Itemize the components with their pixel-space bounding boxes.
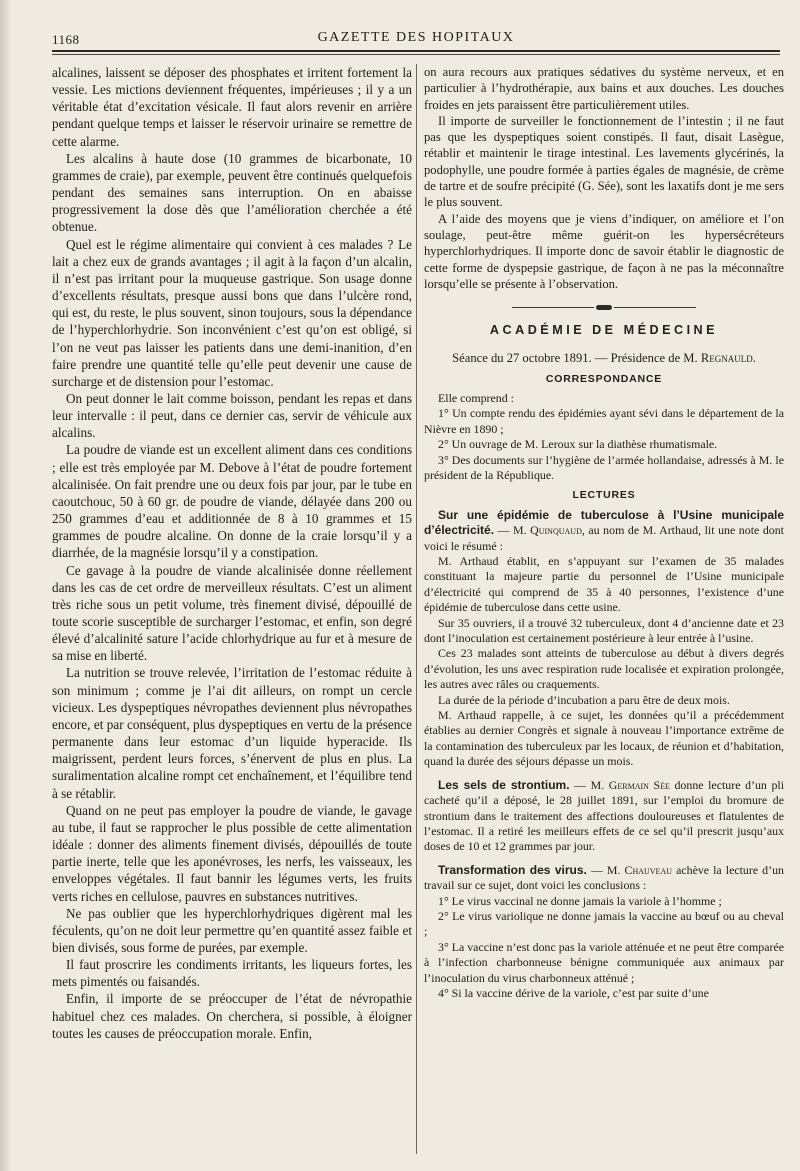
section-ornament [424, 298, 784, 316]
lecture-3-title: Transformation des virus. [438, 862, 587, 877]
seance-line [424, 350, 784, 366]
lecture-2-title: Les sels de strontium. [438, 777, 570, 792]
seance-president: Regnauld. [700, 351, 756, 366]
lecture-3-author: M. Chauveau [606, 862, 672, 877]
correspondance-item: 2° Un ouvrage de M. Leroux sur la diathèse rhumatismale. [438, 437, 718, 452]
lecture-2-author: M. Germain Sée [590, 777, 670, 792]
lecture-1-lead: au nom de M. Arthaud, lit une note dont voici le résumé : [424, 523, 784, 553]
seance-text: Séance du 27 octobre 1891. — Présidence de M. [452, 351, 698, 366]
lectures-heading: LECTURES [572, 489, 636, 502]
correspondance-item: 3° Des documents sur l’hygiène de l’armée hollandaise, adressés à M. le président de la République. [424, 452, 784, 483]
lectures-block [424, 508, 784, 1002]
conclusion-item: 1° Le virus vaccinal ne donne jamais la variole à l’homme ; [438, 893, 722, 908]
page-header [52, 28, 780, 50]
paragraph: Les alcalins à haute dose (10 grammes de bicarbonate, 10 grammes de craie), par exemple, peuvent être continués quelquefois pendant des semaines sans interruption. On en abaisse progressivement la dose dès que l’amélioration cherchée a été obtenue. [52, 150, 412, 235]
paragraph: Enfin, il importe de se préoccuper de l’état de névropathie habituel chez ces malades. On cherchera, si possible, à éloigner toutes les causes de préoccupation morale. Enfin, [52, 991, 412, 1041]
lecture-item-3: Transformation des virus. — M. Chauveau achève la lecture d’un travail sur ce sujet, dont voici les conclusions : [424, 862, 784, 893]
header-rule-thick [52, 50, 780, 52]
paragraph: Il importe de surveiller le fonctionnement de l’intestin ; il ne faut pas que les dyspeptiques soient constipés. Il faut, disait Lasègue, rétablir et maintenir le tirage intestinal. Les lavements glycérinés, la podophylle, une poudre formée à parties égales de magnésie, de crème de tartre et de soufre précipité (G. Sée), sont les laxatifs dont je me sers le plus souvent. [424, 113, 784, 210]
paragraph: Ces 23 malades sont atteints de tuberculose au début à divers degrés d’évolution, les uns avec respiration rude localisée et expiration prolongée, les autres avec râles ou craquements. [424, 646, 784, 692]
running-title: GAZETTE DES HOPITAUX [317, 30, 515, 45]
paragraph: On peut donner le lait comme boisson, pendant les repas et dans leur intervalle : il peut, dans ce dernier cas, servir de véhicule aux alcalins. [52, 390, 412, 441]
paragraph: on aura recours aux pratiques sédatives du système nerveux, et en particulier à l’hydrothérapie, aux bains et aux douches. Les douches froides en jets paraissent être particulièrement utiles. [424, 65, 784, 112]
paragraph: Ne pas oublier que les hyperchlorhydriques digèrent mal les féculents, qu’on ne doit leur permettre qu’en quantité assez faible et bien divisés, sous forme de purées, par exemple. [52, 905, 412, 955]
lecture-1-author: M. Quinquaud, [513, 523, 585, 538]
paragraph: alcalines, laissent se déposer des phosphates et irritent fortement la vessie. Les mictions deviennent fréquentes, impérieuses ; il y a un véritable état d’excitation vésicale. Il faut alors revenir en arrière pendant quelque temps et laisser le réservoir urinaire se remettre de cette alarme. [52, 65, 412, 149]
header-rule-thin [52, 54, 780, 55]
paragraph: M. Arthaud établit, en s’appuyant sur l’examen de 35 malades constituant la majeure partie du personnel de l’Usine municipale d’électricité qui comprend de 35 à 40 personnes, l’existence d’une épidémie de tuberculose dans cette usine. [424, 554, 784, 615]
lecture-2-text: donne lecture d’un pli cacheté qu’il a déposé, le 28 juillet 1891, sur l’emploi du bromure de strontium dans le traitement des affections douloureuses et flatulentes de l’estomac. Il a retiré les meilleurs effets de ce sel qu’il prescrit jusqu’aux doses de 10 et 12 grammes par jour. [424, 777, 784, 854]
conclusion-item: 2° Le virus variolique ne donne jamais la vaccine au bœuf ou au cheval ; [424, 908, 784, 939]
correspondance-block [424, 391, 784, 483]
paragraph: M. Arthaud rappelle, à ce sujet, les données qu’il a précédemment établies au dernier Congrès et signale à nouveau l’importance extrême de la contamination des tuberculeux par les locaux, de réunion et d’habitation, quand la durée des séjours dépasse un mois. [424, 708, 784, 769]
paragraph: Quand on ne peut pas employer la poudre de viande, le gavage au tube, il faut se rapprocher le plus possible de cette alimentation idéale : donner des aliments finement divisés, dépouillés de toute partie inerte, telle que les aponévroses, les nerfs, les vaisseaux, les enveloppes végétales. Il faut bannir les légumes verts, les fruits verts riches en cellulose, pauvres en substances nutritives. [52, 802, 412, 904]
lecture-3-lead: achève la lecture d’un travail sur ce sujet, dont voici les conclusions : [424, 862, 784, 893]
paragraph: A l’aide des moyens que je viens d’indiquer, on améliore et l’on soulage, peut-être même guérit-on les hypersécréteurs hyperchlorhydriques. Il importe donc de savoir établir le diagnostic de cette forme de dyspepsie gastrique, de façon à ne pas la méconnaître lorsqu’elle se présente à l’observation. [424, 211, 784, 291]
paragraph: La poudre de viande est un excellent aliment dans ces conditions ; elle est très employée par M. Debove à l’état de poudre fortement alcalinisée. On fait prendre une ou deux fois par jour, par le tube en caoutchouc, 50 à 60 gr. de poudre de viande, délayée dans 200 ou 250 grammes d’eau et additionnée de 8 à 10 grammes et 15 grammes de poudre alcaline. On donne de la craie lorsqu’il y a diarrhée, de la magnésie lorsqu’il y a constipation. [52, 442, 412, 561]
page-number: 1168 [52, 32, 80, 47]
lecture-item-2: Les sels de strontium. — M. Germain Sée donne lecture d’un pli cacheté qu’il a déposé, le 28 juillet 1891, sur l’emploi du bromure de strontium dans le traitement des affections douloureuses et flatulentes de l’estomac. Il a retiré les meilleurs effets de ce sel qu’il prescrit jusqu’aux doses de 10 et 12 grammes par jour. [424, 777, 784, 854]
conclusion-item: 3° La vaccine n’est donc pas la variole atténuée et ne peut être comparée à l’infection charbonneuse bénigne communiquée aux animaux par l’inoculation du virus charbonneux atténué ; [424, 939, 784, 985]
conclusion-item: 4° Si la vaccine dérive de la variole, c’est par suite d’une [438, 985, 709, 1000]
paragraph: Il faut proscrire les condiments irritants, les liqueurs fortes, les mets pimentés ou faisandés. [52, 957, 412, 990]
correspondance-intro: Elle comprend : [438, 391, 514, 406]
lecture-item-1: Sur une épidémie de tuberculose à l’Usine municipale d’électricité. — M. Quinquaud, au nom de M. Arthaud, lit une note dont voici le résumé : [424, 507, 784, 553]
paragraph: La nutrition se trouve relevée, l’irritation de l’estomac réduite à son minimum ; comme je l’ai dit ailleurs, on rompt un cercle vicieux. Les dyspeptiques névropathes deviennent plus névropathes encore, et par conséquent, plus dyspeptiques en vertu de la présence permanente dans leur estomac d’un liquide hyperacide. Ils maigrissent, perdent leurs forces, s’énervent de plus en plus. La suralimentation alcaline rompt cet enchaînement, et l’équilibre tend à se rétablir. [52, 665, 412, 801]
lecture-1-title: Sur une épidémie de tuberculose à l’Usine municipale d’électricité. [424, 507, 784, 538]
column-divider [416, 64, 417, 1154]
section-title: ACADÉMIE DE MÉDECINE [489, 323, 719, 338]
paragraph: La durée de la période d’incubation a paru être de deux mois. [438, 692, 730, 707]
left-column [52, 64, 412, 1162]
paragraph: Quel est le régime alimentaire qui convient à ces malades ? Le lait a chez eux de grands avantages ; il agit à la façon d’un alcalin, il n’est pas irritant pour la muqueuse gastrique. Son usage donne d’excellents résultats, presque aussi bons que dans l’ulcère rond, qui est, du reste, le plus souvent, sinon toujours, sous la dépendance de l’hyperchlorhydrie. Son inconvénient c’est qu’on est obligé, si l’on ne veut pas laisser les patients dans une demi-inanition, d’en faire prendre une quantité telle qu’elle peut devenir une cause de surcharge et de distension pour l’estomac. [52, 236, 412, 389]
binding-edge [0, 0, 10, 1171]
right-column [424, 64, 784, 1162]
correspondance-item: 1° Un compte rendu des épidémies ayant sévi dans le département de la Nièvre en 1890 ; [424, 406, 784, 436]
paragraph: Ce gavage à la poudre de viande alcalinisée donne réellement dans les cas de cet ordre de merveilleux résultats. C’est un aliment très riche sous un petit volume, très finement divisé, dépouillé de toute scorie susceptible de surcharger l’estomac, et enfin, son degré élevé d’alcalinité sature l’acide chlorhydrique au fur et à mesure de sa mise en liberté. [52, 562, 412, 664]
paragraph: Sur 35 ouvriers, il a trouvé 32 tuberculeux, dont 4 d’ancienne date et 23 dont l’inoculation est certainement postérieure à leur entrée à l’usine. [424, 615, 784, 646]
correspondance-heading: CORRESPONDANCE [545, 372, 663, 385]
